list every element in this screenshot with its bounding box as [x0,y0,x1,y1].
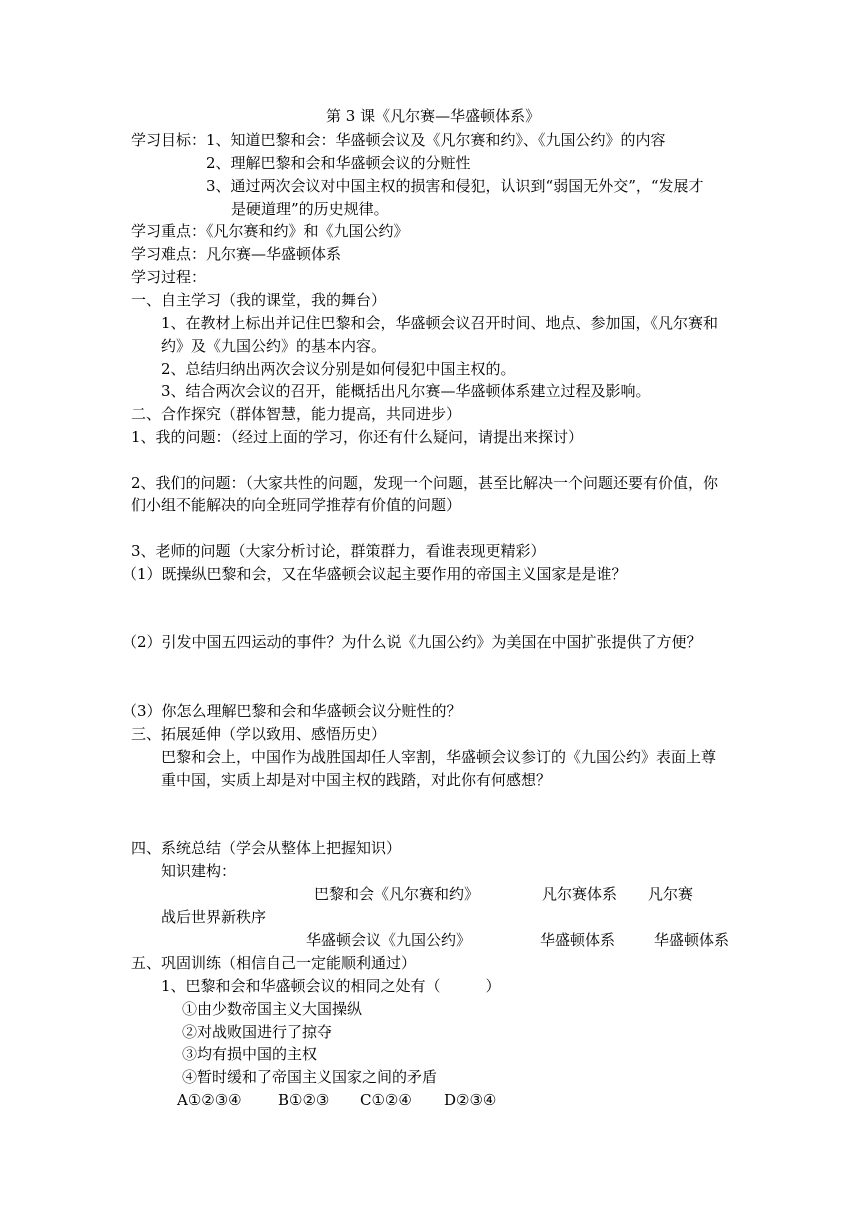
section2-q3-1: （1）既操纵巴黎和会，又在华盛顿会议起主要作用的帝国主义国家是是谁？ [122,565,627,583]
objective-2: 2、理解巴黎和会和华盛顿会议的分赃性 [206,154,471,172]
section2-q1: 1、我的问题：（经过上面的学习，你还有什么疑问，请提出来探讨） [131,428,584,446]
section1-item2: 2、总结归纳出两次会议分别是如何侵犯中国主权的。 [161,360,516,378]
section1-item1-line1: 1、在教材上标出并记住巴黎和会，华盛顿会议召开时间、地点、参加国，《凡尔赛和 [161,314,719,332]
section5-question: 1、巴黎和会和华盛顿会议的相同之处有（ ） [161,977,501,995]
section3-text-line2: 重中国，实质上却是对中国主权的践踏，对此你有何感想？ [161,771,552,789]
objective-1: 1、知道巴黎和会：华盛顿会议及《凡尔赛和约》、《九国公约》的内容 [206,131,666,149]
section1-item1-line2: 约》及《九国公约》的基本内容。 [161,337,387,355]
map-row1-col1: 巴黎和会《凡尔赛和约》 [314,885,480,903]
option-3: ③均有损中国的主权 [182,1045,318,1063]
objectives-label: 学习目标： [131,131,207,149]
section2-q3-3: （3）你怎么理解巴黎和会和华盛顿会议分赃性的？ [122,702,462,720]
section4-heading: 四、系统总结（学会从整体上把握知识） [131,839,402,857]
section1-heading: 一、自主学习（我的课堂，我的舞台） [131,291,387,309]
answer-d: D②③④ [444,1091,497,1109]
option-1: ①由少数帝国主义大国操纵 [182,1000,363,1018]
map-row1-col3: 凡尔赛 [648,885,694,903]
section5-heading: 五、巩固训练（相信自己一定能顺利通过） [131,954,417,972]
section2-q3-2: （2）引发中国五四运动的事件？为什么说《九国公约》为美国在中国扩张提供了方便？ [122,633,702,651]
section1-item3: 3、结合两次会议的召开，能概括出凡尔赛—华盛顿体系建立过程及影响。 [161,382,651,400]
section2-q2-line2: 们小组不能解决的向全班同学推荐有价值的问题） [131,496,462,514]
option-2: ②对战败国进行了掠夺 [182,1023,333,1041]
answer-b: B①②③ [278,1091,330,1109]
process-label: 学习过程： [131,268,207,286]
map-middle: 战后世界新秩序 [161,908,267,926]
map-row2-col3: 华盛顿体系 [654,931,730,949]
section2-heading: 二、合作探究（群体智慧，能力提高，共同进步） [131,405,462,423]
section3-heading: 三、拓展延伸（学以致用、感悟历史） [131,725,387,743]
answer-c: C①②④ [360,1091,412,1109]
objective-3-line1: 3、通过两次会议对中国主权的损害和侵犯，认识到“弱国无外交”，“发展才 [206,177,704,195]
section2-q2-line1: 2、我们的问题：（大家共性的问题，发现一个问题，甚至比解决一个问题还要有价值，你 [131,474,719,492]
key-points: 学习重点：《凡尔赛和约》和《九国公约》 [131,222,409,240]
map-row2-col1: 华盛顿会议《九国公约》 [306,931,472,949]
difficulties: 学习难点：凡尔赛—华盛顿体系 [131,245,342,263]
page-title: 第 3 课《凡尔赛—华盛顿体系》 [326,107,541,125]
map-row2-col2: 华盛顿体系 [540,931,616,949]
map-row1-col2: 凡尔赛体系 [542,885,618,903]
option-4: ④暂时缓和了帝国主义国家之间的矛盾 [182,1068,438,1086]
knowledge-label: 知识建构： [161,862,237,880]
answer-a: A①②③④ [177,1091,242,1109]
section3-text-line1: 巴黎和会上，中国作为战胜国却任人宰割，华盛顿会议参订的《九国公约》表面上尊 [161,748,717,766]
objective-3-line2: 是硬道理”的历史规律。 [231,200,389,218]
section2-q3: 3、老师的问题（大家分析讨论，群策群力，看谁表现更精彩） [131,542,546,560]
